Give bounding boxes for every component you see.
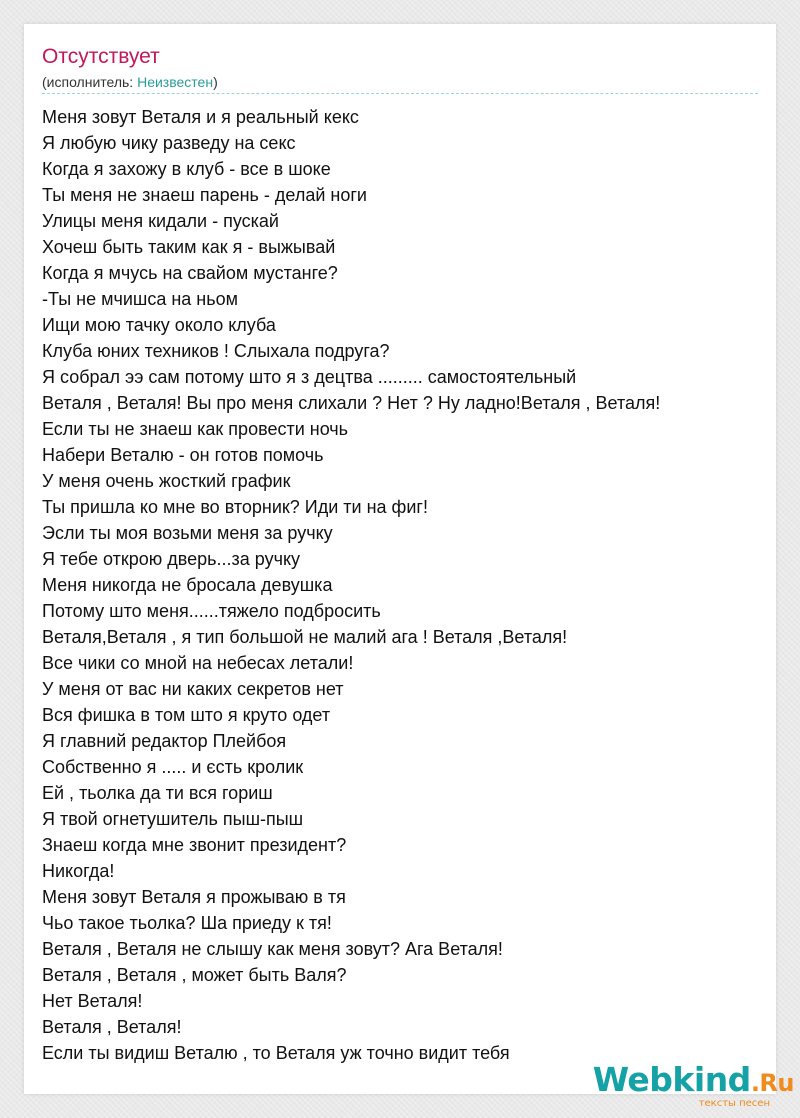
performer-prefix: (исполнитель: bbox=[42, 74, 138, 90]
lyric-line: Улицы меня кидали - пускай bbox=[42, 211, 279, 231]
lyric-line: Ты пришла ко мне во вторник? Иди ти на фиг! bbox=[42, 497, 428, 517]
lyric-line: Чьо такое тьолка? Ша приеду к тя! bbox=[42, 913, 332, 933]
performer-link[interactable]: Неизвестен bbox=[137, 74, 214, 90]
lyric-line: Ты меня не знаеш парень - делай ноги bbox=[42, 185, 367, 205]
watermark-brand-tld: .Ru bbox=[750, 1069, 794, 1097]
song-title: Отсутствует bbox=[42, 45, 160, 68]
lyric-line: Эсли ты моя возьми меня за ручку bbox=[42, 523, 333, 543]
lyric-line: Набери Веталю - он готов помочь bbox=[42, 445, 324, 465]
lyric-line: Ей , тьолка да ти вся гориш bbox=[42, 783, 273, 803]
lyric-line: Хочеш быть таким как я - выжывай bbox=[42, 237, 336, 257]
lyric-line: Если ты видиш Веталю , то Веталя уж точно видит тебя bbox=[42, 1043, 510, 1063]
lyric-line: Если ты не знаеш как провести ночь bbox=[42, 419, 349, 439]
lyric-line: Веталя , Веталя не слышу как меня зовут? Ага Веталя! bbox=[42, 939, 503, 959]
lyric-line: Ищи мою тачку около клуба bbox=[42, 315, 276, 335]
lyric-line: -Ты не мчишса на ньом bbox=[42, 289, 239, 309]
lyric-line: Нет Веталя! bbox=[42, 991, 143, 1011]
lyric-line: Все чики со мной на небесах летали! bbox=[42, 653, 354, 673]
lyric-line: У меня очень жосткий график bbox=[42, 471, 291, 491]
lyric-line: Клуба юних техников ! Слыхала подруга? bbox=[42, 341, 390, 361]
lyric-line: Знаеш когда мне звонит президент? bbox=[42, 835, 347, 855]
watermark-brand-main: Webkind bbox=[592, 1060, 751, 1099]
lyric-line: Веталя , Веталя! bbox=[42, 1017, 182, 1037]
performer-suffix: ) bbox=[213, 74, 218, 90]
performer-line bbox=[42, 73, 218, 91]
watermark-tagline: тексты песен bbox=[698, 1098, 770, 1109]
lyric-line: Меня зовут Веталя я прожываю в тя bbox=[42, 887, 346, 907]
watermark-brand bbox=[593, 1060, 794, 1103]
lyrics-sheet bbox=[24, 24, 776, 1094]
lyric-line: Я любую чику разведу на секс bbox=[42, 133, 296, 153]
lyric-line: У меня от вас ни каких секретов нет bbox=[42, 679, 344, 699]
webkind-watermark-logo bbox=[584, 1060, 794, 1112]
lyric-line: Я твой огнетушитель пыш-пыш bbox=[42, 809, 304, 829]
lyrics-list bbox=[42, 104, 660, 1066]
lyric-line: Никогда! bbox=[42, 861, 115, 881]
lyric-line: Веталя , Веталя , может быть Валя? bbox=[42, 965, 347, 985]
lyric-line: Веталя , Веталя! Вы про меня слихали ? Нет ? Ну ладно!Веталя , Веталя! bbox=[42, 393, 661, 413]
lyric-line: Вся фишка в том што я круто одет bbox=[42, 705, 331, 725]
lyric-line: Веталя,Веталя , я тип большой не малий ага ! Веталя ,Веталя! bbox=[42, 627, 568, 647]
lyric-line: Я собрал ээ сам потому што я з децтва ......... самостоятельный bbox=[42, 367, 577, 387]
lyric-line: Я главний редактор Плейбоя bbox=[42, 731, 287, 751]
lyric-line: Меня никогда не бросала девушка bbox=[42, 575, 333, 595]
lyric-line: Я тебе открою дверь...за ручку bbox=[42, 549, 301, 569]
lyric-line: Собственно я ..... и єсть кролик bbox=[42, 757, 304, 777]
lyric-line: Меня зовут Веталя и я реальный кекс bbox=[42, 107, 359, 127]
lyric-line: Когда я захожу в клуб - все в шоке bbox=[42, 159, 331, 179]
lyric-line: Потому што меня......тяжело подбросить bbox=[42, 601, 381, 621]
lyric-line: Когда я мчусь на свайом мустанге? bbox=[42, 263, 338, 283]
header-divider bbox=[42, 93, 758, 94]
